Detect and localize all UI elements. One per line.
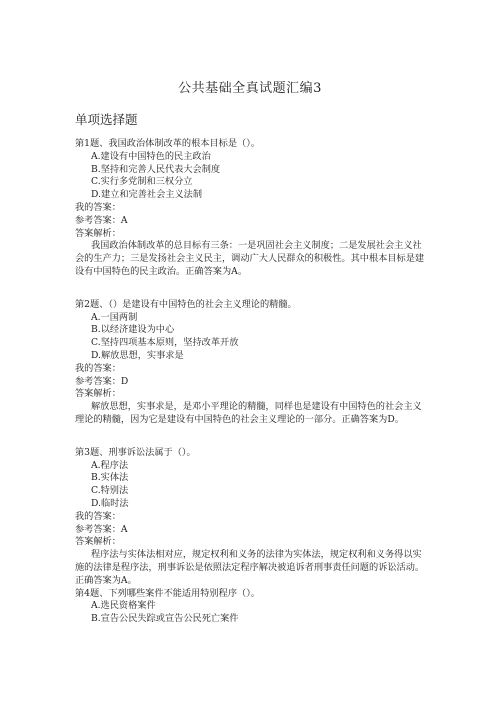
question-stem: 第2题、（）是建设有中国特色的社会主义理论的精髓。 <box>75 298 297 310</box>
reference-answer: 参考答案：A <box>75 523 128 535</box>
question-3 <box>75 447 430 588</box>
option-b: B.坚持和完善人民代表大会制度 <box>91 163 221 175</box>
option-b: B.以经济建设为中心 <box>91 324 175 336</box>
analysis-text: 程序法与实体法相对应，规定权利和义务的法律为实体法，规定权利和义务得以实施的法律是程序法，刑事诉讼是依照法定程序解决被追诉者刑事责任问题的诉讼活动。正确答案为A。 <box>75 549 425 586</box>
option-a: A.选民资格案件 <box>91 600 156 612</box>
question-list <box>75 138 430 626</box>
option-d: D.解放思想，实事求是 <box>91 349 184 361</box>
analysis-text: 我国政治体制改革的总目标有三条：一是巩固社会主义制度；二是发展社会主义社会的生产力；三是发扬社会主义民主，调动广大人民群众的积极性。其中根本目标是建设有中国特色的民主政治。正确答案为A。 <box>75 240 425 277</box>
analysis-label: 答案解析： <box>75 388 121 400</box>
option-a: A.程序法 <box>91 459 129 471</box>
question-4 <box>75 588 430 626</box>
option-a: A.建设有中国特色的民主政治 <box>91 150 211 162</box>
option-c: C.坚持四项基本原则，坚持改革开放 <box>91 337 239 349</box>
option-d: D.临时法 <box>91 497 129 509</box>
option-b: B.实体法 <box>91 472 129 484</box>
question-stem: 第3题、刑事诉讼法属于（）。 <box>75 446 196 458</box>
question-1 <box>75 138 430 279</box>
option-d: D.建立和完善社会主义法制 <box>91 189 203 201</box>
section-heading: 单项选择题 <box>75 112 138 127</box>
option-a: A.一国两制 <box>91 311 138 323</box>
analysis-label: 答案解析： <box>75 536 121 548</box>
reference-answer: 参考答案：A <box>75 214 128 226</box>
option-c: C.实行多党制和三权分立 <box>91 176 193 188</box>
question-stem: 第1题、我国政治体制改革的根本目标是（）。 <box>75 138 260 149</box>
option-c: C.特别法 <box>91 485 129 497</box>
question-2 <box>75 299 430 427</box>
analysis-label: 答案解析： <box>75 227 121 239</box>
my-answer-label: 我的答案： <box>75 510 121 522</box>
document-title: 公共基础全真试题汇编3 <box>178 81 322 96</box>
option-b: B.宣告公民失踪或宣告公民死亡案件 <box>91 613 239 625</box>
reference-answer: 参考答案：D <box>75 375 129 387</box>
my-answer-label: 我的答案： <box>75 201 121 213</box>
question-stem: 第4题、下列哪些案件不能适用特别程序（）。 <box>75 587 260 599</box>
my-answer-label: 我的答案： <box>75 362 121 374</box>
analysis-text: 解放思想，实事求是，是邓小平理论的精髓，同样也是建设有中国特色的社会主义理论的精髓，因为它是建设有中国特色的社会主义理论的一部分。正确答案为D。 <box>75 401 422 425</box>
